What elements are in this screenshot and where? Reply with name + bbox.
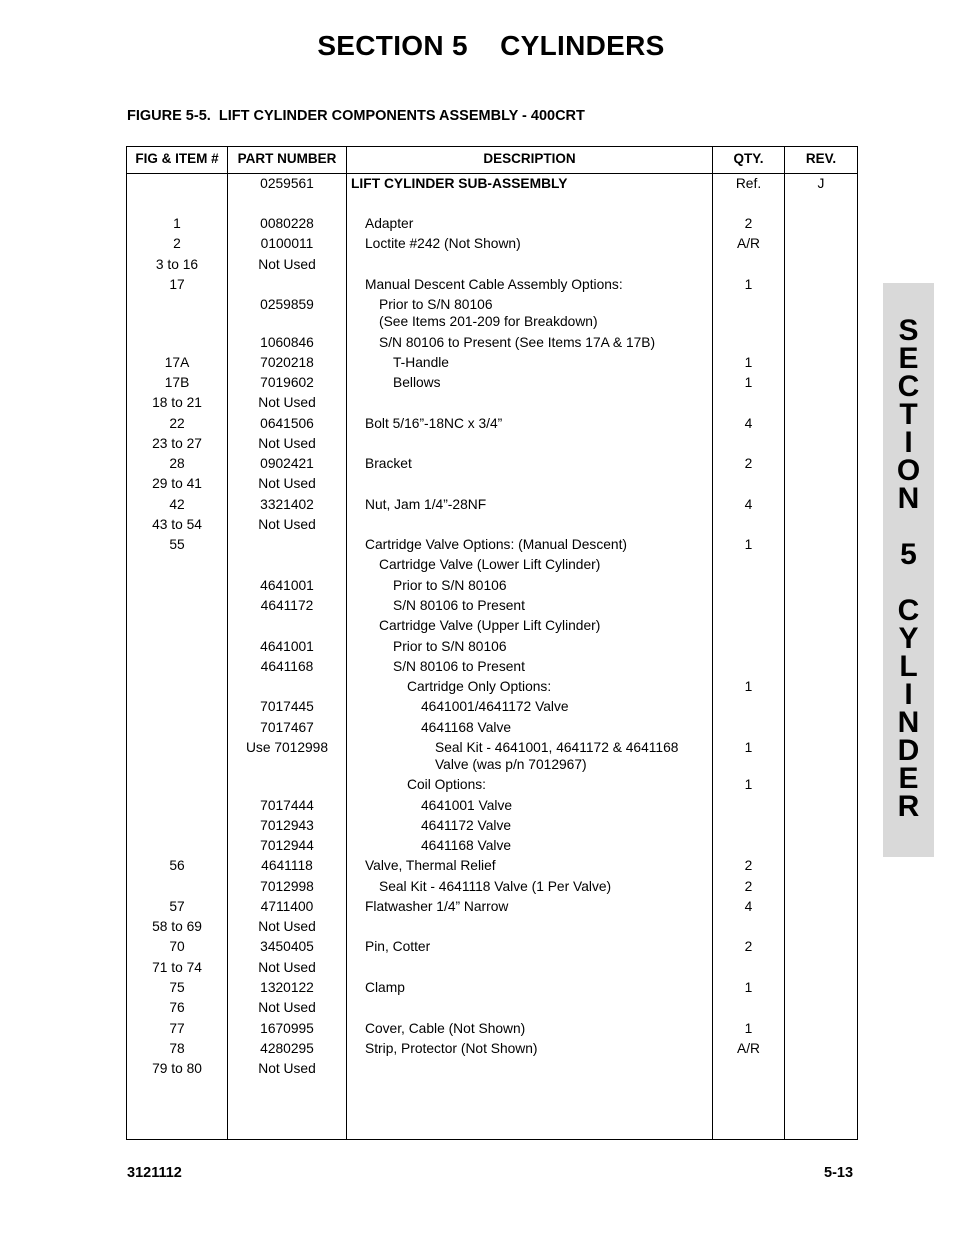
side-tab-letter: N <box>897 482 920 515</box>
fig-item-cell: 17A <box>164 355 190 370</box>
fig-item-cell: 1 <box>173 216 181 231</box>
qty-cell: 4 <box>744 416 753 431</box>
part-number-cell: Not Used <box>258 1061 316 1076</box>
side-tab-letter: C <box>897 594 920 627</box>
part-number-cell: Not Used <box>258 517 316 532</box>
qty-cell: 2 <box>744 939 753 954</box>
header-part-number: PART NUMBER <box>237 151 337 166</box>
qty-cell: 1 <box>744 777 753 792</box>
fig-item-cell: 57 <box>169 899 185 914</box>
description-cell: Prior to S/N 80106 <box>393 578 507 593</box>
part-number-cell: 3321402 <box>260 497 314 512</box>
part-number-cell: 1320122 <box>260 980 314 995</box>
part-number-cell: 0100011 <box>260 236 314 251</box>
description-cell: S/N 80106 to Present <box>393 598 525 613</box>
figure-title: FIGURE 5-5. LIFT CYLINDER COMPONENTS ASSEMBLY - 400CRT <box>127 108 585 124</box>
side-tab-letter: I <box>904 678 913 711</box>
side-tab-letter: T <box>899 398 918 431</box>
description-cell: Seal Kit - 4641118 Valve (1 Per Valve) <box>379 879 612 894</box>
qty-cell: 4 <box>744 899 753 914</box>
description-cell: S/N 80106 to Present <box>393 659 525 674</box>
description-cell: T-Handle <box>393 355 449 370</box>
part-number-cell: Not Used <box>258 436 316 451</box>
description-cell: 4641172 Valve <box>421 818 512 833</box>
part-number-cell: 4641001 <box>260 578 314 593</box>
fig-item-cell: 78 <box>169 1041 185 1056</box>
fig-item-cell: 17B <box>164 375 190 390</box>
part-number-cell: 4711400 <box>260 899 314 914</box>
column-divider <box>784 147 785 1139</box>
fig-item-cell: 42 <box>169 497 185 512</box>
description-cell: Valve, Thermal Relief <box>365 858 496 873</box>
fig-item-cell: 28 <box>169 456 185 471</box>
fig-item-cell: 77 <box>169 1021 185 1036</box>
qty-cell: 1 <box>744 277 753 292</box>
part-number-cell: Not Used <box>258 919 316 934</box>
section-title: SECTION 5 CYLINDERS <box>317 30 665 61</box>
description-cell: 4641001/4641172 Valve <box>421 699 569 714</box>
fig-item-cell: 70 <box>169 939 185 954</box>
fig-item-cell: 75 <box>169 980 185 995</box>
description-cell: Prior to S/N 80106 <box>393 639 507 654</box>
description-cell-continued: (See Items 201-209 for Breakdown) <box>379 314 598 329</box>
side-tab-letter: I <box>904 426 913 459</box>
part-number-cell: Not Used <box>258 1000 316 1015</box>
part-number-cell: 7012944 <box>260 838 314 853</box>
part-number-cell: 7017444 <box>260 798 314 813</box>
part-number-cell: 4641001 <box>260 639 314 654</box>
part-number-cell: Not Used <box>258 257 316 272</box>
description-cell: Bracket <box>365 456 412 471</box>
header-fig-item: FIG & ITEM # <box>135 151 219 166</box>
qty-cell: A/R <box>737 1041 760 1056</box>
description-cell: Coil Options: <box>407 777 486 792</box>
part-number-cell: 0259859 <box>260 297 314 312</box>
description-cell: 4641168 Valve <box>421 838 512 853</box>
header-description: DESCRIPTION <box>483 151 576 166</box>
description-cell: Cartridge Valve (Lower Lift Cylinder) <box>379 557 601 572</box>
part-number-cell: Not Used <box>258 395 316 410</box>
section-side-tab <box>883 283 934 857</box>
description-cell: Cover, Cable (Not Shown) <box>365 1021 526 1036</box>
qty-cell: 1 <box>744 679 753 694</box>
qty-cell: 1 <box>744 980 753 995</box>
qty-cell: 2 <box>744 858 753 873</box>
qty-cell: 1 <box>744 537 753 552</box>
part-number-cell: 0080228 <box>260 216 314 231</box>
qty-cell: 2 <box>744 456 753 471</box>
fig-item-cell: 3 to 16 <box>155 257 199 272</box>
part-number-cell: 4641168 <box>260 659 314 674</box>
qty-cell: 2 <box>744 879 753 894</box>
part-number-cell: 7017445 <box>260 699 314 714</box>
fig-item-cell: 23 to 27 <box>152 436 202 451</box>
description-cell: Seal Kit - 4641001, 4641172 & 4641168 <box>435 740 679 755</box>
fig-item-cell: 18 to 21 <box>152 395 202 410</box>
part-number-cell: 4641118 <box>261 858 313 873</box>
fig-item-cell: 29 to 41 <box>152 476 202 491</box>
fig-item-cell: 22 <box>169 416 185 431</box>
side-tab-letter: S <box>898 314 919 347</box>
header-qty: QTY. <box>733 151 764 166</box>
part-number-cell: 0259561 <box>260 176 314 191</box>
description-cell: Pin, Cotter <box>365 939 431 954</box>
description-cell: Manual Descent Cable Assembly Options: <box>365 277 623 292</box>
side-tab-letter: E <box>898 762 919 795</box>
part-number-cell: 4280295 <box>260 1041 314 1056</box>
description-cell: Adapter <box>365 216 414 231</box>
description-cell-continued: Valve (was p/n 7012967) <box>435 757 587 772</box>
fig-item-cell: 58 to 69 <box>152 919 202 934</box>
description-cell: Clamp <box>365 980 405 995</box>
description-cell: Cartridge Only Options: <box>407 679 552 694</box>
fig-item-cell: 71 to 74 <box>152 960 202 975</box>
side-tab-letter: O <box>896 454 921 487</box>
side-tab-letter: D <box>897 734 920 767</box>
description-cell: Bolt 5/16”-18NC x 3/4” <box>365 416 503 431</box>
part-number-cell: 0902421 <box>260 456 314 471</box>
description-cell: Cartridge Valve Options: (Manual Descent) <box>365 537 627 552</box>
fig-item-cell: 43 to 54 <box>152 517 202 532</box>
side-tab-letter: E <box>898 342 919 375</box>
part-number-cell: 7012943 <box>260 818 314 833</box>
fig-item-cell: 17 <box>169 277 185 292</box>
fig-item-cell: 76 <box>169 1000 185 1015</box>
page-number: 5-13 <box>824 1165 854 1181</box>
fig-item-cell: 2 <box>173 236 181 251</box>
side-tab-letter: 5 <box>900 538 917 571</box>
side-tab-letter: C <box>897 370 920 403</box>
fig-item-cell: 56 <box>169 858 185 873</box>
part-number-cell: 3450405 <box>260 939 314 954</box>
header-divider <box>127 173 857 174</box>
side-tab-letter: N <box>897 706 920 739</box>
description-cell: Nut, Jam 1/4”-28NF <box>365 497 487 512</box>
part-number-cell: 7012998 <box>260 879 314 894</box>
qty-cell: 1 <box>744 740 753 755</box>
qty-cell: Ref. <box>735 176 762 191</box>
description-cell: 4641168 Valve <box>421 720 512 735</box>
rev-cell: J <box>817 176 825 191</box>
description-cell: LIFT CYLINDER SUB-ASSEMBLY <box>351 176 568 191</box>
description-cell: Bellows <box>393 375 441 390</box>
description-cell: Prior to S/N 80106 <box>379 297 493 312</box>
fig-item-cell: 79 to 80 <box>152 1061 202 1076</box>
fig-item-cell: 55 <box>169 537 185 552</box>
part-number-cell: 4641172 <box>260 598 314 613</box>
qty-cell: A/R <box>737 236 760 251</box>
side-tab-letter: Y <box>898 622 919 655</box>
description-cell: Flatwasher 1/4” Narrow <box>365 899 509 914</box>
header-rev: REV. <box>805 151 837 166</box>
qty-cell: 1 <box>744 355 753 370</box>
description-cell: S/N 80106 to Present (See Items 17A & 17B) <box>379 335 656 350</box>
part-number-cell: 7020218 <box>260 355 314 370</box>
parts-table <box>126 146 858 1140</box>
doc-number: 3121112 <box>127 1165 182 1181</box>
part-number-cell: 1670995 <box>260 1021 314 1036</box>
column-divider <box>346 147 347 1139</box>
description-cell: Strip, Protector (Not Shown) <box>365 1041 538 1056</box>
part-number-cell: Use 7012998 <box>245 740 329 755</box>
part-number-cell: 7019602 <box>260 375 314 390</box>
part-number-cell: 7017467 <box>260 720 314 735</box>
qty-cell: 1 <box>744 375 753 390</box>
description-cell: 4641001 Valve <box>421 798 513 813</box>
side-tab-letter: R <box>897 790 920 823</box>
qty-cell: 2 <box>744 216 753 231</box>
description-cell: Loctite #242 (Not Shown) <box>365 236 521 251</box>
qty-cell: 1 <box>744 1021 753 1036</box>
part-number-cell: 1060846 <box>260 335 314 350</box>
part-number-cell: 0641506 <box>260 416 314 431</box>
part-number-cell: Not Used <box>258 476 316 491</box>
side-tab-letter: L <box>899 650 918 683</box>
part-number-cell: Not Used <box>258 960 316 975</box>
qty-cell: 4 <box>744 497 753 512</box>
description-cell: Cartridge Valve (Upper Lift Cylinder) <box>379 618 601 633</box>
